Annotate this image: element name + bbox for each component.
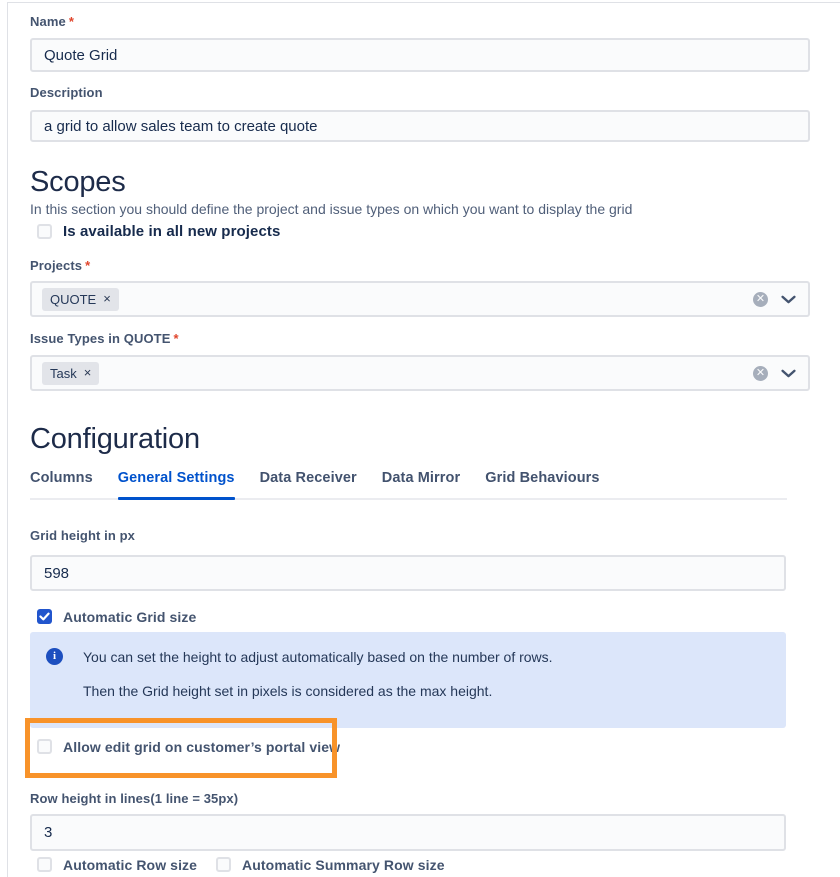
tab-general-settings[interactable]: General Settings bbox=[118, 470, 235, 498]
issue-types-field-label bbox=[30, 332, 840, 346]
all-new-projects-checkbox[interactable] bbox=[37, 224, 52, 239]
automatic-grid-size-checkbox[interactable] bbox=[37, 609, 52, 624]
projects-select[interactable] bbox=[30, 281, 810, 317]
chevron-down-icon[interactable] bbox=[781, 295, 796, 304]
name-field-label bbox=[30, 15, 840, 29]
clear-select-icon[interactable]: ✕ bbox=[753, 292, 768, 307]
row-height-field-label bbox=[30, 792, 840, 806]
grid-height-input[interactable] bbox=[30, 555, 786, 591]
info-line-1: You can set the height to adjust automatically based on the number of rows. bbox=[83, 649, 553, 665]
grid-height-field-label bbox=[30, 529, 840, 543]
issue-type-tag-label: Task bbox=[50, 365, 77, 381]
info-message-panel bbox=[30, 632, 786, 728]
issue-types-select-icons bbox=[753, 366, 796, 381]
description-label-text: Description bbox=[30, 85, 103, 100]
chevron-down-icon[interactable] bbox=[781, 369, 796, 378]
name-label-text: Name bbox=[30, 14, 66, 29]
description-field-label bbox=[30, 86, 840, 100]
all-new-projects-row bbox=[30, 223, 840, 240]
projects-select-icons bbox=[753, 292, 796, 307]
project-tag bbox=[42, 288, 119, 311]
scopes-section-title: Scopes bbox=[30, 166, 126, 198]
required-asterisk: * bbox=[68, 14, 74, 29]
description-input[interactable] bbox=[30, 110, 810, 142]
projects-label-text: Projects bbox=[30, 258, 83, 273]
required-asterisk: * bbox=[85, 258, 91, 273]
remove-tag-icon[interactable]: × bbox=[83, 365, 92, 380]
automatic-summary-row-size-checkbox[interactable] bbox=[216, 857, 231, 872]
info-message-text bbox=[83, 647, 553, 713]
issue-types-select[interactable] bbox=[30, 355, 810, 391]
automatic-grid-size-row bbox=[30, 608, 840, 625]
scopes-section-subtitle: In this section you should define the project and issue types on which you want to display the grid bbox=[30, 201, 633, 217]
portal-view-checkbox[interactable] bbox=[37, 739, 52, 754]
automatic-row-size-label: Automatic Row size bbox=[63, 856, 198, 873]
automatic-grid-size-label: Automatic Grid size bbox=[63, 608, 197, 625]
tab-data-receiver[interactable]: Data Receiver bbox=[259, 470, 357, 486]
remove-tag-icon[interactable]: × bbox=[103, 291, 111, 306]
info-icon: i bbox=[46, 648, 63, 665]
automatic-summary-row-size-label: Automatic Summary Row size bbox=[242, 856, 445, 873]
automatic-row-size-checkbox[interactable] bbox=[37, 857, 52, 872]
configuration-section-title: Configuration bbox=[30, 423, 200, 455]
tab-columns[interactable]: Columns bbox=[30, 470, 93, 486]
grid-settings-form bbox=[7, 2, 840, 877]
info-line-2: Then the Grid height set in pixels is considered as the max height. bbox=[83, 683, 493, 699]
clear-select-icon[interactable]: ✕ bbox=[753, 366, 768, 381]
required-asterisk: * bbox=[173, 331, 179, 346]
row-size-options-row bbox=[30, 856, 840, 873]
portal-view-label: Allow edit grid on customer’s portal view bbox=[63, 738, 341, 755]
projects-field-label bbox=[30, 259, 840, 273]
issue-type-tag bbox=[42, 362, 99, 385]
row-height-label-text: Row height in lines(1 line = 35px) bbox=[30, 791, 239, 806]
all-new-projects-label: Is available in all new projects bbox=[63, 223, 281, 240]
row-height-input[interactable] bbox=[30, 814, 786, 851]
tab-data-mirror[interactable]: Data Mirror bbox=[381, 470, 461, 486]
portal-view-row bbox=[30, 738, 840, 755]
grid-height-label-text: Grid height in px bbox=[30, 528, 135, 543]
project-tag-label: QUOTE bbox=[50, 291, 97, 307]
configuration-tabs bbox=[30, 470, 787, 500]
name-input[interactable] bbox=[30, 38, 810, 72]
issue-types-label-text: Issue Types in QUOTE bbox=[30, 331, 171, 346]
tab-grid-behaviours[interactable]: Grid Behaviours bbox=[485, 470, 600, 486]
check-icon bbox=[39, 612, 50, 621]
